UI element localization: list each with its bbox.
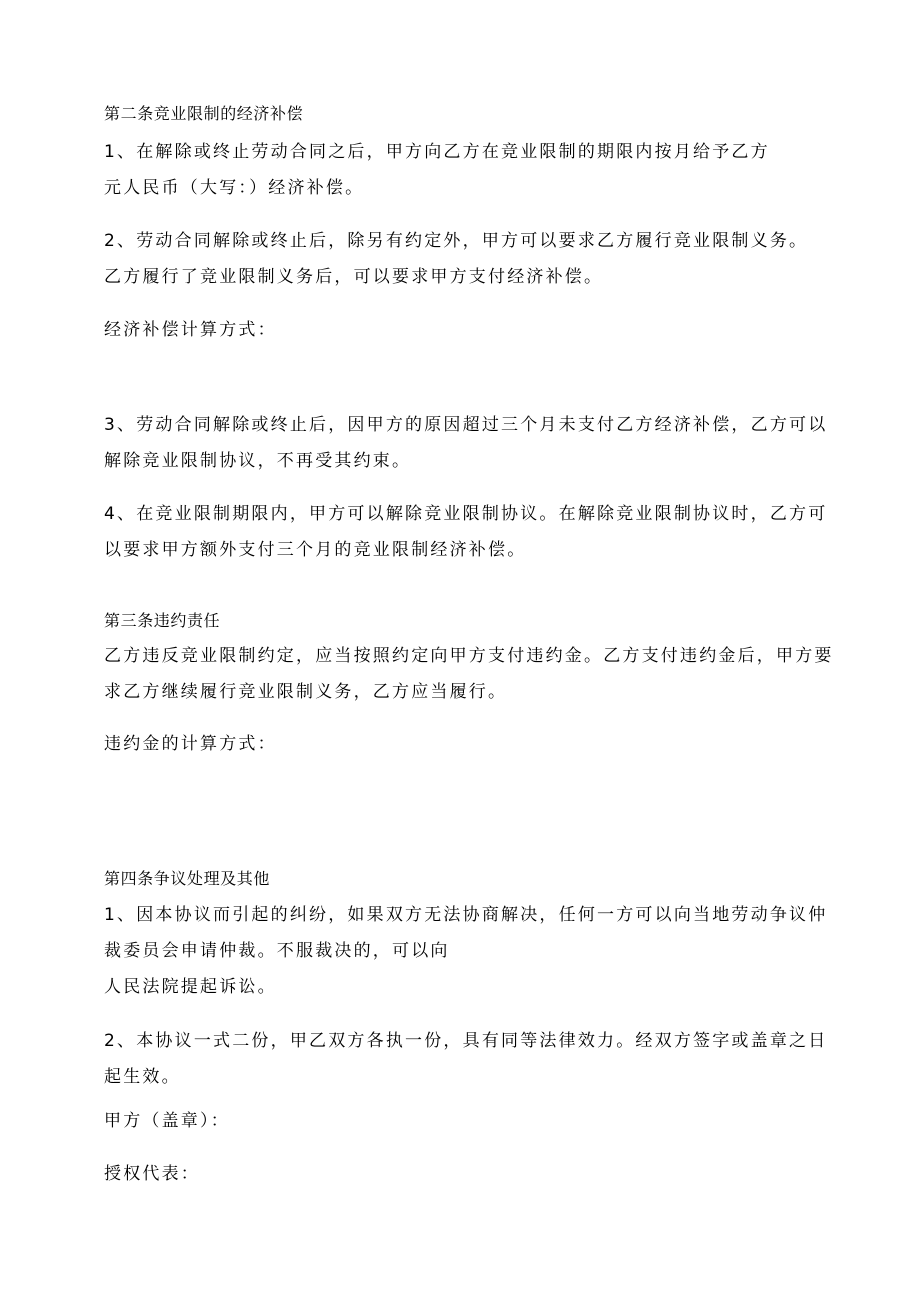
section-2-clause-2-line-1: 2、劳动合同解除或终止后，除另有约定外，甲方可以要求乙方履行竞业限制义务。 [104,231,809,251]
compensation-calculation-label: 经济补偿计算方式： [104,320,277,340]
penalty-calculation-label: 违约金的计算方式： [104,734,277,754]
section-2-clause-1-line-1: 1、在解除或终止劳动合同之后，甲方向乙方在竞业限制的期限内按月给予乙方 [104,142,770,162]
party-a-seal-label: 甲方（盖章）： [104,1111,230,1131]
section-4-clause-2-line-1: 2、本协议一式二份，甲乙双方各执一份，具有同等法律效力。经双方签字或盖章之日 [104,1031,828,1051]
section-2-clause-3-line-2: 解除竞业限制协议，不再受其约束。 [104,451,412,471]
authorized-representative-label: 授权代表： [104,1164,200,1184]
section-2-clause-2-line-2: 乙方履行了竞业限制义务后，可以要求甲方支付经济补偿。 [104,267,604,287]
section-4-heading: 第四条争议处理及其他 [104,869,271,888]
section-4-clause-1-line-3: 人民法院提起诉讼。 [104,977,277,997]
section-4-clause-1-line-2: 裁委员会申请仲裁。不服裁决的，可以向 [104,941,450,961]
section-2-heading: 第二条竞业限制的经济补偿 [104,104,304,123]
section-3-paragraph-line-2: 求乙方继续履行竞业限制义务，乙方应当履行。 [104,682,508,702]
section-2-clause-4-line-2: 以要求甲方额外支付三个月的竞业限制经济补偿。 [104,540,527,560]
section-2-clause-3-line-1: 3、劳动合同解除或终止后，因甲方的原因超过三个月未支付乙方经济补偿，乙方可以 [104,415,828,435]
section-2-clause-1-line-2: 元人民币（大写：）经济补偿。 [104,178,365,198]
section-3-paragraph-line-1: 乙方违反竞业限制约定，应当按照约定向甲方支付违约金。乙方支付违约金后，甲方要 [104,646,834,666]
section-4-clause-1-line-1: 1、因本协议而引起的纠纷，如果双方无法协商解决，任何一方可以向当地劳动争议仲 [104,905,828,925]
section-3-heading: 第三条违约责任 [104,611,221,630]
section-2-clause-4-line-1: 4、在竞业限制期限内，甲方可以解除竞业限制协议。在解除竞业限制协议时，乙方可 [104,504,828,524]
section-4-clause-2-line-2: 起生效。 [104,1067,181,1087]
